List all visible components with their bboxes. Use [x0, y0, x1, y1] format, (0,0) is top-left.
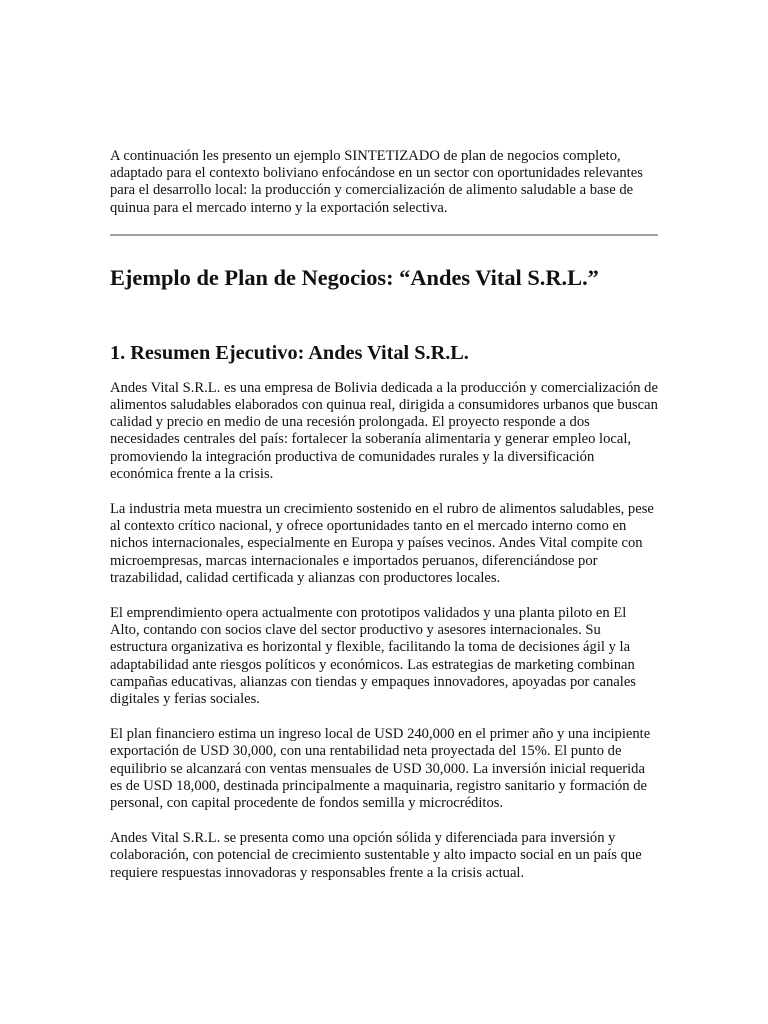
document-page: [110, 148, 658, 882]
paragraph: Andes Vital S.R.L. es una empresa de Bolivia dedicada a la producción y comercialización de alimentos saludables elaborados con quinua real, dirigida a consumidores urbanos que buscan calidad y precio en medio de una recesión prolongada. El proyecto responde a dos necesidades centrales del país: fortalecer la soberanía alimentaria y generar empleo local, promoviendo la integración productiva de comunidades rurales y la diversificación económica frente a la crisis.: [110, 379, 658, 482]
paragraph: El plan financiero estima un ingreso local de USD 240,000 en el primer año y una incipiente exportación de USD 30,000, con una rentabilidad neta proyectada del 15%. El punto de equilibrio se alcanzará con ventas mensuales de USD 30,000. La inversión inicial requerida es de USD 18,000, destinada principalmente a maquinaria, registro sanitario y formación de personal, con capital procedente de fondos semilla y microcréditos.: [110, 726, 651, 812]
document-title: Ejemplo de Plan de Negocios: “Andes Vital S.R.L.”: [110, 264, 599, 290]
paragraph: El emprendimiento opera actualmente con prototipos validados y una planta piloto en El Alto, contando con socios clave del sector productivo y asesores internacionales. Su estructura organizativa es horizontal y flexible, facilitando la toma de decisiones ágil y la adaptabilidad ante riesgos políticos y económicos. Las estrategias de marketing combinan campañas educativas, alianzas con tiendas y empaques innovadores, apoyadas por canales digitales y ferias sociales.: [110, 605, 636, 708]
paragraph: La industria meta muestra un crecimiento sostenido en el rubro de alimentos saludables, pese al contexto crítico nacional, y ofrece oportunidades tanto en el mercado interno como en nichos internacionales, especialmente en Europa y países vecinos. Andes Vital compite con microempresas, marcas internacionales e importados peruanos, diferenciándose por trazabilidad, calidad certificada y alianzas con productores locales.: [110, 501, 654, 586]
horizontal-divider: [110, 234, 658, 236]
intro-paragraph: A continuación les presento un ejemplo SINTETIZADO de plan de negocios completo, adaptado para el contexto boliviano enfocándose en un sector con oportunidades relevantes para el desarrollo local: la producción y comercialización de alimento saludable a base de quinua para el mercado interno y la exportación selectiva.: [110, 148, 643, 216]
paragraph: Andes Vital S.R.L. se presenta como una opción sólida y diferenciada para inversión y colaboración, con potencial de crecimiento sustentable y alto impacto social en un país que requiere respuestas innovadoras y responsables frente a la crisis actual.: [110, 830, 642, 881]
section-heading: 1. Resumen Ejecutivo: Andes Vital S.R.L.: [110, 341, 469, 364]
